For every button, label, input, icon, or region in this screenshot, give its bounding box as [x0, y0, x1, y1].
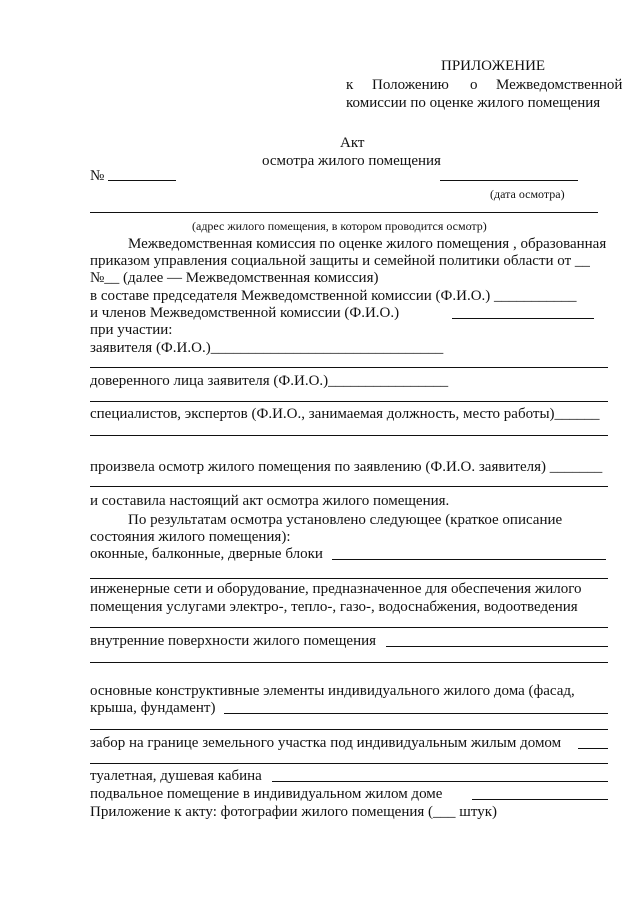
commission-intro-line3: №__ (далее — Межведомственная комиссия) [90, 270, 379, 286]
networks-extra-line[interactable] [90, 627, 608, 628]
results-line1: По результатам осмотра установлено следующее (краткое описание [128, 512, 563, 528]
appendix-word-o: о [470, 77, 478, 93]
basement-label: подвальное помещение в индивидуальном жилом доме [90, 786, 443, 802]
inspection-extra-line[interactable] [90, 486, 608, 487]
chairman-line: в составе председателя Межведомственной комиссии (Ф.И.О.) ___________ [90, 288, 577, 304]
trustee-line: доверенного лица заявителя (Ф.И.О.)________________ [90, 373, 449, 389]
basement-field-line[interactable] [472, 799, 608, 800]
specialists-line: специалистов, экспертов (Ф.И.О., занимаемая должность, место работы)______ [90, 406, 600, 422]
participation-label: при участии: [90, 322, 173, 338]
appendix-heading: ПРИЛОЖЕНИЕ [441, 58, 546, 74]
applicant-line: заявителя (Ф.И.О.)_______________________________ [90, 340, 444, 356]
structural-field-line[interactable] [224, 713, 608, 714]
surfaces-label: внутренние поверхности жилого помещения [90, 633, 377, 649]
trustee-extra-line[interactable] [90, 401, 608, 402]
commission-intro-line1: Межведомственная комиссия по оценке жилого помещения , образованная [128, 236, 607, 252]
structural-extra-line[interactable] [90, 729, 608, 730]
applicant-extra-line[interactable] [90, 367, 608, 368]
appendix-commission-line: комиссии по оценке жилого помещения [346, 95, 601, 111]
surfaces-field-line[interactable] [386, 646, 608, 647]
windows-field-line[interactable] [332, 559, 606, 560]
address-caption: (адрес жилого помещения, в котором проводится осмотр) [192, 219, 487, 233]
fence-extra-line[interactable] [90, 763, 608, 764]
networks-line2: помещения услугами электро-, тепло-, газо-, водоснабжения, водоотведения [90, 599, 578, 615]
structural-line2: крыша, фундамент) [90, 700, 216, 716]
number-field-line[interactable] [108, 180, 176, 181]
inspection-line: произвела осмотр жилого помещения по заявлению (Ф.И.О. заявителя) _______ [90, 459, 603, 475]
appendix-word-interagency: Межведомственной [496, 77, 623, 93]
date-field-line[interactable] [440, 180, 578, 181]
fence-field-line[interactable] [578, 748, 608, 749]
structural-line1: основные конструктивные элементы индивидуального жилого дома (фасад, [90, 683, 575, 699]
number-label: № [90, 168, 105, 184]
toilet-field-line[interactable] [272, 781, 608, 782]
specialists-extra-line[interactable] [90, 435, 608, 436]
address-field-line[interactable] [90, 212, 598, 213]
date-caption: (дата осмотра) [490, 187, 565, 201]
fence-label: забор на границе земельного участка под индивидуальным жилым домом [90, 735, 562, 751]
members-field-line[interactable] [452, 318, 594, 319]
windows-extra-line[interactable] [90, 578, 608, 579]
doc-title: Акт [340, 135, 365, 151]
results-line2: состояния жилого помещения): [90, 529, 291, 545]
appendix-word-regulation: Положению [372, 77, 449, 93]
toilet-label: туалетная, душевая кабина [90, 768, 262, 784]
surfaces-extra-line[interactable] [90, 662, 608, 663]
photos-attachment-line: Приложение к акту: фотографии жилого помещения (___ штук) [90, 804, 497, 820]
networks-line1: инженерные сети и оборудование, предназначенное для обеспечения жилого [90, 581, 582, 597]
windows-label: оконные, балконные, дверные блоки [90, 546, 323, 562]
appendix-word-k: к [346, 77, 354, 93]
compiled-line: и составила настоящий акт осмотра жилого помещения. [90, 493, 450, 509]
members-line: и членов Межведомственной комиссии (Ф.И.О.) [90, 305, 400, 321]
doc-subtitle: осмотра жилого помещения [262, 153, 441, 169]
commission-intro-line2: приказом управления социальной защиты и семейной политики области от __ [90, 253, 590, 269]
